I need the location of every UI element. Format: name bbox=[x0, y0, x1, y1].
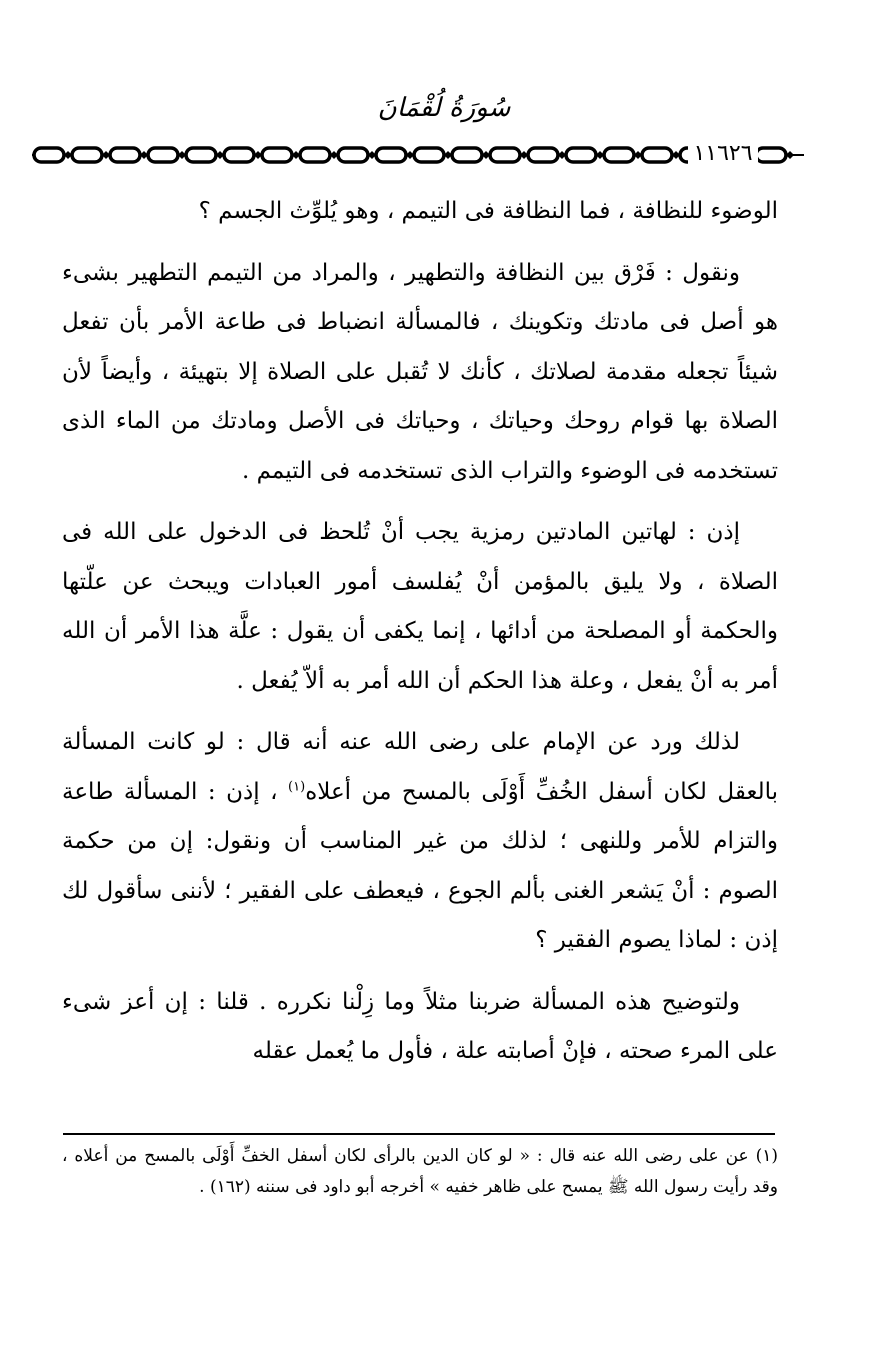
ornament-link bbox=[756, 148, 786, 162]
ornament-link bbox=[452, 148, 482, 162]
ornament-link bbox=[148, 148, 178, 162]
paragraph: ونقول : فَرْق بين النظافة والتطهير ، والمراد من التيمم التطهير بشىء هو أصل فى مادتك وتكوينك ، فالمسألة انضباط فى طاعة الأمر بأن تفعل شيئاً تجعله مقدمة لصلاتك ، كأنك لا تُقبل على الصلاة إلا بتهيئة ، وأيضاً لأن الصلاة بها قوام روحك وحياتك ، وحياتك فى الأصل ومادتك من الماء الذى تستخدمه فى الوضوء والتراب الذى تستخدمه فى التيمم . bbox=[62, 259, 778, 484]
paragraph-text: ونقول: إن من حكمة الصوم : أنْ يَشعر الغنى بألم الجوع ، فيعطف على الفقير ؛ لأننى سأقول لك إذن : لماذا يصوم الفقير ؟ bbox=[62, 828, 778, 953]
ornament-link bbox=[300, 148, 330, 162]
body-text bbox=[62, 187, 778, 1089]
paragraph: ولتوضيح هذه المسألة ضربنا مثلاً وما زِلْنا نكرره . قلنا : إن أعز شىء على المرء صحته ، فإنْ أصابته علة ، فأول ما يُعمل عقله bbox=[62, 988, 778, 1064]
surah-title: سُورَةُ لُقْمَانَ bbox=[377, 93, 511, 123]
ornament-link bbox=[338, 148, 368, 162]
paragraph bbox=[62, 718, 778, 966]
ornament-link bbox=[414, 148, 444, 162]
ornament-link bbox=[110, 148, 140, 162]
ornament-link bbox=[224, 148, 254, 162]
ornament-link bbox=[566, 148, 596, 162]
paragraph: إذن : لهاتين المادتين رمزية يجب أنْ تُلحظ فى الدخول على الله فى الصلاة ، ولا يليق بالمؤمن أنْ يُفلسف أمور العبادات ويبحث عن علّتها والحكمة أو المصلحة من أدائها ، إنما يكفى أن يقول : علَّة هذا الأمر أن الله أمر به أنْ يفعل ، وعلة هذا الحكم أن الله أمر به ألاّ يُفعل . bbox=[62, 519, 778, 694]
footnote-marker[interactable]: (١) bbox=[288, 778, 306, 794]
footnote-divider bbox=[63, 1133, 775, 1135]
page-number: ١١٦٢٦ bbox=[688, 139, 758, 169]
paragraph: الوضوء للنظافة ، فما النظافة فى التيمم ، وهو يُلوِّث الجسم ؟ bbox=[198, 198, 778, 224]
paragraph-text: ، إذن : المسألة طاعة والتزام للأمر وللنهى ؛ لذلك من غير المناسب أن bbox=[62, 778, 778, 854]
ornament-link bbox=[642, 148, 672, 162]
ornament-link bbox=[72, 148, 102, 162]
paragraph-text: لذلك ورد عن الإمام على رضى الله عنه أنه قال : لو كانت المسألة بالعقل لكان أسفل الخُفِّ أَوْلَى بالمسح من أعلاه bbox=[62, 729, 778, 805]
ornament-link bbox=[262, 148, 292, 162]
ornament-link bbox=[34, 148, 64, 162]
ornament-link bbox=[376, 148, 406, 162]
ornament-link bbox=[490, 148, 520, 162]
ornament-link bbox=[604, 148, 634, 162]
ornament-link bbox=[186, 148, 216, 162]
footnotes bbox=[62, 1141, 778, 1203]
footnote: (١) عن على رضى الله عنه قال : « لو كان الدين بالرأى لكان أسفل الخفِّ أَوْلَى بالمسح من أعلاه ، وقد رأيت رسول الله ﷺ يمسح على ظاهر خفيه » أخرجه أبو داود فى سننه (١٦٢) . bbox=[62, 1146, 778, 1197]
ornament-link bbox=[528, 148, 558, 162]
